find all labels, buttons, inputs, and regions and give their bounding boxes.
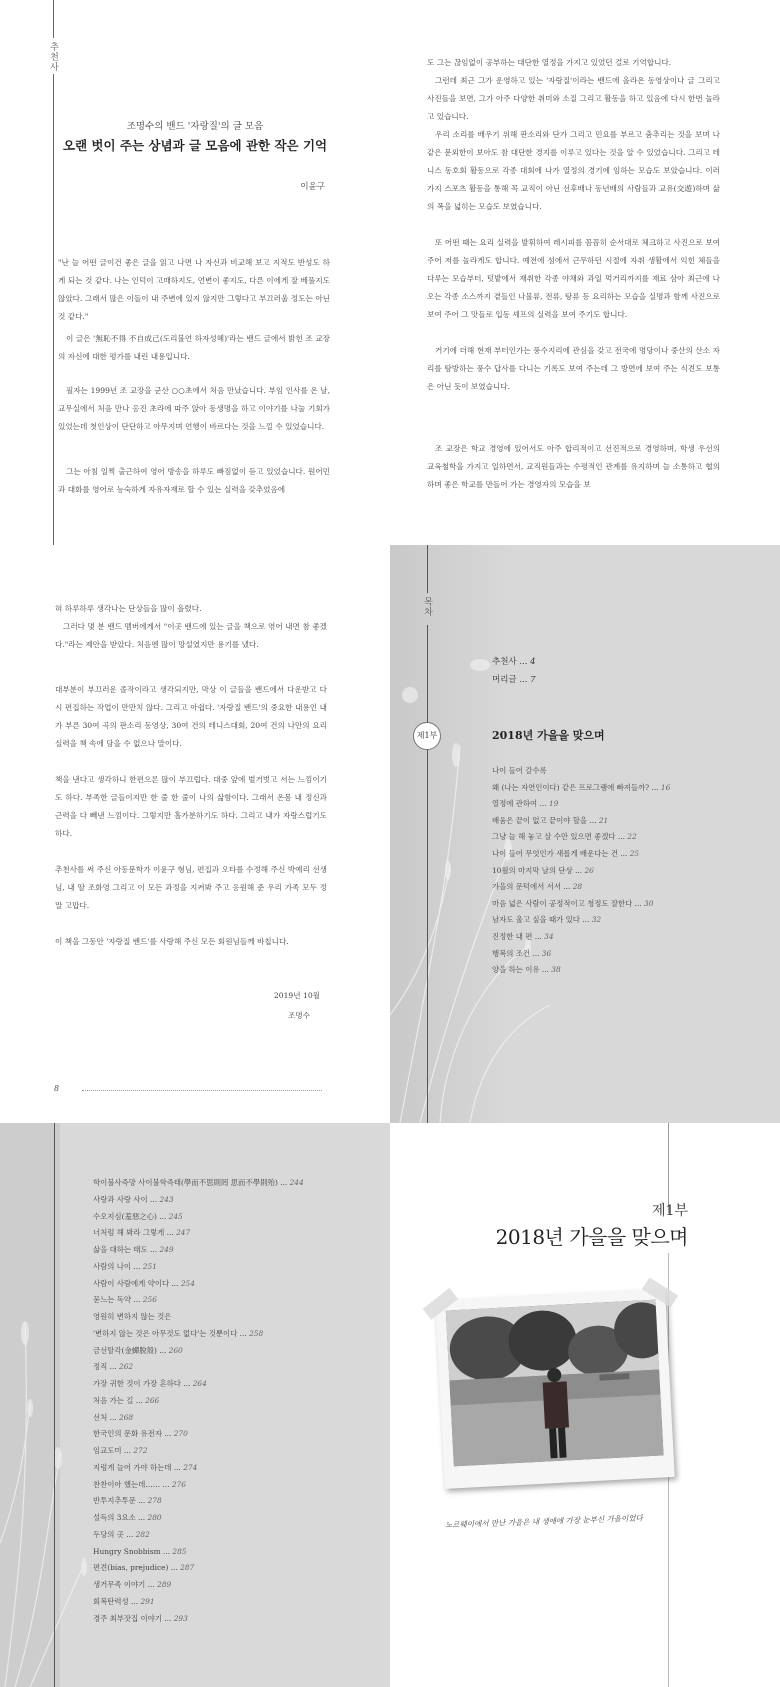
- polaroid-photo: [435, 1289, 675, 1489]
- paragraph: 추천사를 써 주신 아동문학가 이윤구 형님, 편집과 오타를 수정해 주신 박예리 선생님, 내 딸 조화영 그리고 이 모든 과정을 지켜봐 주고 응원해 준 우리 가족 모두 정말 고맙다.: [55, 865, 327, 910]
- toc-entry[interactable]: 묻느는 독약 ... 256: [93, 1295, 157, 1305]
- toc-entry[interactable]: 회복탄력성 ... 291: [93, 1596, 155, 1606]
- paragraph: 필자는 1999년 조 교장을 군산 ○○초에서 처음 만났습니다. 부임 인사를 온 날, 교무실에서 처음 만나 옹진 초라에 따주 앉아 동생명을 하고 이야기를 나눌 기회가 있었는데 첫인상이 단단하고 아무지며 언행이 바르다는 것을 느낄 수 있었습니다.: [58, 386, 330, 431]
- foreword-page-continued: [390, 0, 780, 545]
- toc-entry[interactable]: 처음 가는 길 ... 266: [93, 1395, 160, 1405]
- part-title: 2018년 가을을 맞으며: [492, 729, 605, 742]
- paragraph: "난 늘 어떤 글이건 좋은 글을 읽고 나면 나 자신과 비교해 보고 지적도 반성도 하게 되는 것 같다. 나는 인덕이 고매하지도, 언변이 좋지도, 다른 이에게 잘 베풀지도 않았다. 그래서 많은 이들이 내 주변에 있지 않지만 그렇다고 부끄러울 정도는 아닌 것 같다.": [58, 258, 330, 321]
- toc-entry[interactable]: 한국인의 문화 유전자 ... 270: [93, 1429, 188, 1439]
- toc-entry[interactable]: 배움은 끝이 없고 끝이야 할을 ... 21: [492, 815, 609, 825]
- toc-list: [93, 1175, 304, 1627]
- toc-entry[interactable]: 수오지심(羞惡之心) ... 245: [93, 1211, 183, 1221]
- foreword-page: [0, 0, 390, 545]
- toc-entry[interactable]: 너처럼 해 봐라 그렇게 ... 247: [93, 1228, 191, 1238]
- toc-entry[interactable]: 정직 ... 262: [93, 1362, 134, 1372]
- toc-page-continued: [0, 1123, 390, 1687]
- paragraph: 혀 하루하루 생각나는 단상들을 많이 올렸다.: [55, 604, 202, 613]
- toc-entry[interactable]: 찬찬이아 했는데…… ... 276: [93, 1479, 186, 1489]
- section-label: 추천사: [48, 42, 58, 72]
- paragraph: 이 글은 '無恥不得 不自成己(도리불언 하자성혜)'라는 밴드 글에서 밝힌 조 교장의 자신에 대한 평가를 내린 내용입니다.: [58, 334, 330, 361]
- toc-entry[interactable]: 나이 들어 갈수록: [492, 766, 547, 775]
- toc-entry[interactable]: Hungry Snobbism ... 285: [93, 1546, 187, 1556]
- toc-entry[interactable]: 영원히 변하지 않는 것은: [93, 1312, 172, 1321]
- toc-entry[interactable]: 선처 ... 268: [93, 1412, 134, 1422]
- part-label: 제1부: [652, 1203, 688, 1219]
- paragraph: 도 그는 끊임없이 공부하는 대단한 열정을 가지고 있었던 걸로 기억합니다.: [427, 58, 672, 67]
- section-label: 목차: [422, 597, 432, 617]
- paragraph: 책을 낸다고 생각하니 한편으론 많이 부끄럽다. 대중 앞에 벌거벗고 서는 느낌이기도 하다. 부족한 글들이지만 한 줄 한 줄이 나의 삶함이다. 그래서 온몸 내 정신과 근력을 다 빼낸 느낌이다. 그렇지만 홀가분하기도 하다. 그리고 내가 자랑스럽기도 하다.: [55, 775, 327, 838]
- paragraph: 조 교장은 학교 경영에 있어서도 아주 합리적이고 선진적으로 경영하며, 학생 우선의 교육철학을 가지고 일하면서, 교직원들과는 수평적인 관계를 유지하며 늘 소통하고 협의하며 좋은 학교를 만들어 가는 경영자의 모습을 보: [427, 444, 720, 489]
- toc-page: [390, 545, 780, 1123]
- part-title: 2018년 가을을 맞으며: [495, 1225, 688, 1249]
- toc-entry[interactable]: 진정한 내 편 ... 34: [492, 931, 554, 941]
- toc-entry[interactable]: 설득의 3요소 ... 280: [93, 1513, 162, 1522]
- toc-entry[interactable]: 금선탈각(金蟬脫殼) ... 260: [93, 1345, 183, 1355]
- paragraph: 그는 아침 일찍 출근하여 영어 방송을 하루도 빠짐없이 듣고 있었습니다. 원어민과 대화를 영어로 능숙하게 자유자재로 할 수 있는 실력을 갖추었음에: [58, 467, 330, 494]
- paragraph: 또 어떤 때는 요리 실력을 발휘하여 레시피를 꼼꼼히 순서대로 체크하고 사진으로 보여 주어 저를 놀라게도 합니다. 예전에 섬에서 근무하던 시절에 자취 생활에서 익힌 체들을 다루는 모습부터, 텃밭에서 재취한 각종 야채와 과일 먹거리까지를 재료 삼아 최근에 나오는 각종 소스까지 곁들인 나물류, 전류, 탕류 등 요리하는 모습을 실명과 함께 사진으로 보여 주어 그 맛들로 입동 셰프의 실력을 보여 주기도 합니다.: [427, 238, 720, 319]
- part-badge: 제1부: [413, 722, 441, 750]
- photo: [446, 1300, 664, 1467]
- toc-entry[interactable]: 삶을 대하는 태도 ... 249: [93, 1245, 174, 1254]
- toc-entry[interactable]: 지렁게 늘어 가야 하는데 ... 274: [93, 1462, 198, 1472]
- toc-entry[interactable]: 가장 귀한 것이 가장 흔하다 ... 264: [93, 1379, 207, 1388]
- foreword-title: 오랜 벗이 주는 상념과 글 모음에 관한 작은 기억: [62, 138, 328, 153]
- toc-entry[interactable]: 마음 넓은 사람이 공정적이고 청정도 잘한다 ... 30: [492, 898, 654, 908]
- photo-caption: 노르웨이에서 만난 가을은 내 생애에 가장 눈부신 가을이었다: [444, 1513, 643, 1530]
- toc-entry[interactable]: 경주 최부잣집 이야기 ... 293: [93, 1613, 188, 1623]
- toc-entry[interactable]: 사람의 나이 ... 251: [93, 1261, 157, 1271]
- preface-page: [0, 545, 390, 1123]
- date: 2019년 10월: [273, 991, 320, 1000]
- toc-entry[interactable]: 사람이 사람에게 약이다 ... 254: [93, 1278, 195, 1288]
- toc-entry[interactable]: 가을의 문턱에서 서서 ... 28: [492, 882, 583, 892]
- toc-entry[interactable]: 열정에 관하여 ... 19: [492, 799, 559, 809]
- toc-entry[interactable]: 반투지추투문 ... 278: [93, 1496, 162, 1506]
- toc-entry[interactable]: 머리글 ... 7: [492, 675, 536, 685]
- toc-entry[interactable]: 두당의 곳 ... 282: [93, 1529, 150, 1539]
- toc-entry[interactable]: 추천사 ... 4: [492, 657, 536, 667]
- toc-entry[interactable]: 사랑과 사랑 사이 ... 243: [93, 1194, 174, 1204]
- toc-entry[interactable]: 그냥 늘 해 놓고 살 수만 있으면 좋겠다 ... 22: [492, 832, 637, 842]
- toc-entry[interactable]: 남자도 울고 싶을 때가 있다 ... 32: [492, 915, 602, 925]
- toc-entry[interactable]: '변하지 않는 것은 아무것도 없다'는 것뿐이다 ... 258: [93, 1328, 264, 1338]
- signer: 조명수: [287, 1011, 310, 1020]
- toc-entry[interactable]: 양을 하는 이유 ... 38: [492, 965, 561, 975]
- toc-entry[interactable]: 왜 (나는 자연인이다) 같은 프로그램에 빠져들까? ... 16: [492, 782, 671, 792]
- part-one-opener: [390, 1123, 780, 1687]
- paragraph: 대부분이 부끄러운 졸작이라고 생각되지만, 막상 이 글들을 밴드에서 다운받고 다시 편집하는 작업이 만만치 않다. 그리고 아쉽다. '자랑질 밴드'의 중요한 내용인 내가 부른 30여 곡의 판소리 동영상, 30여 건의 테니스대회, 20여 건의 나만의 요리 실력을 책 속에 담을 수 없으나 말이다.: [55, 685, 327, 748]
- paragraph: 이 책을 그동안 '자랑질 밴드'를 사랑해 주신 모든 회원님들께 바칩니다.: [55, 937, 289, 946]
- toc-list: [492, 763, 670, 979]
- toc-entry[interactable]: 행복의 조건 ... 36: [492, 948, 552, 958]
- paragraph: 거기에 더해 현재 부터인가는 풍수지리에 관심을 갖고 전국에 명당이나 중산의 산소 자리를 탐방하는 풍수 답사를 다니는 기록도 보여 주는데 그 방면에 보여 주는 식견도 보통은 아닌 듯이 보였습니다.: [427, 346, 720, 391]
- toc-entry[interactable]: 10월의 마지막 날의 단상 ... 26: [492, 865, 594, 875]
- paragraph: 그런데 최근 그가 운영하고 있는 '자랑질'이라는 밴드에 올라온 동영상이나 글 그리고 사진들을 보면, 그가 아주 다양한 취미와 소질 그리고 활동을 하고 있음에 다시 한번 놀라고 있습니다.: [427, 76, 720, 121]
- toc-entry[interactable]: 나이 들어 무엇인가 새롭게 배운다는 건 ... 25: [492, 848, 640, 858]
- toc-entry[interactable]: 임교도미 ... 272: [93, 1446, 148, 1455]
- toc-entry[interactable]: 편견(bias, prejudice) ... 287: [93, 1563, 195, 1573]
- foreword-subtitle: 조명수의 밴드 '자랑질'의 글 모음: [126, 121, 264, 132]
- paragraph: 그러다 몇 분 밴드 멤버에게서 "이곳 밴드에 있는 글을 책으로 엮어 내면 참 좋겠다."라는 제안을 받았다. 처음엔 많이 망설였지만 용기를 냈다.: [55, 622, 327, 649]
- toc-entry[interactable]: 학이불사즉망 사이불학즉태(學而不思則罔 思而不學則殆) ... 244: [93, 1178, 304, 1187]
- page-number: 8: [54, 1084, 60, 1093]
- paragraph: 우리 소리를 배우기 위해 판소리와 단가 그리고 민요를 부르고 춤추리는 것을 보며 나 같은 문외한이 보아도 참 대단한 경지를 이루고 있다는 것을 알 수 있었습니다. 그리고 테니스 동호회 활동으로 각종 대회에 나가 열정의 경기에 임하는 모습도 보았습니다. 이러 가지 스포츠 활동을 통해 꼭 교직이 아닌 선후배나 동년배의 사람들과 교유(交遊)하며 삶의 폭을 넓히는 모습도 보였습니다.: [427, 130, 720, 211]
- foreword-author: 이윤구: [300, 182, 325, 192]
- toc-entry[interactable]: 생거무족 이야기 ... 289: [93, 1580, 172, 1589]
